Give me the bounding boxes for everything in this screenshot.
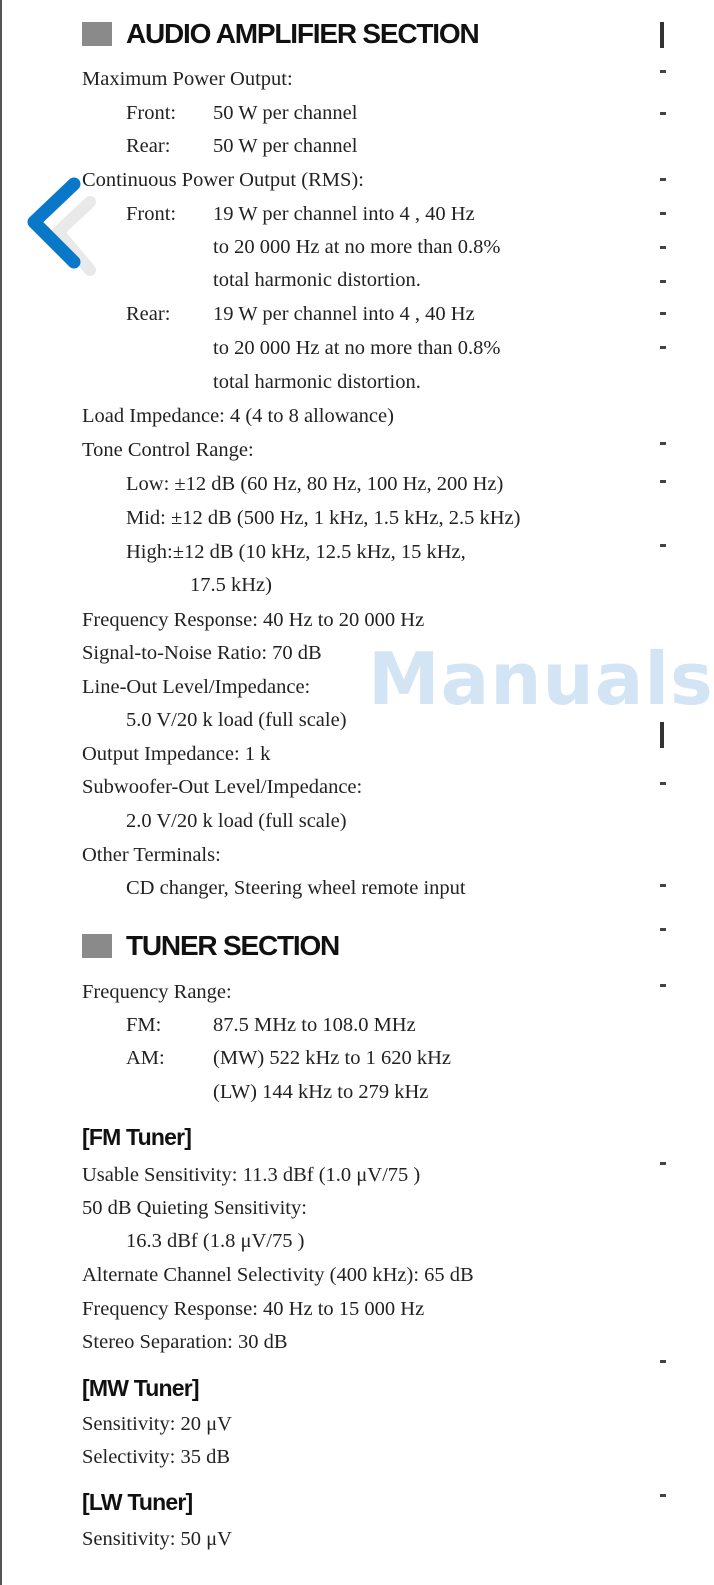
- mw-selectivity: Selectivity: 35 dB: [82, 1446, 231, 1468]
- cont-front-label: Front:: [126, 203, 177, 225]
- lw-sensitivity: Sensitivity: 50 μV: [82, 1528, 232, 1550]
- audio-section-heading: AUDIO AMPLIFIER SECTION: [82, 17, 478, 51]
- lw-tuner-heading: [LW Tuner]: [82, 1489, 193, 1515]
- load-impedance: Load Impedance: 4 (4 to 8 allowance): [82, 405, 394, 427]
- tone-low: Low: ±12 dB (60 Hz, 80 Hz, 100 Hz, 200 Hz): [126, 473, 504, 495]
- usable-sensitivity: Usable Sensitivity: 11.3 dBf (1.0 μV/75 ): [82, 1164, 421, 1186]
- quieting-sensitivity-label: 50 dB Quieting Sensitivity:: [82, 1197, 307, 1219]
- cont-rear-line-2: to 20 000 Hz at no more than 0.8%: [213, 337, 501, 359]
- fm-band-label: FM:: [126, 1014, 162, 1036]
- am-band-label: AM:: [126, 1047, 165, 1069]
- tone-control-label: Tone Control Range:: [82, 439, 254, 461]
- fm-band-range: 87.5 MHz to 108.0 MHz: [213, 1014, 416, 1036]
- mw-sensitivity: Sensitivity: 20 μV: [82, 1413, 232, 1435]
- mw-tuner-heading: [MW Tuner]: [82, 1375, 199, 1401]
- next-page-edge: [660, 0, 669, 1585]
- back-chevron-icon-graphic: [18, 170, 108, 290]
- heading-square-icon: [82, 934, 112, 958]
- next-page-heading-mark: [660, 22, 664, 48]
- max-rear-value: 50 W per channel: [213, 135, 358, 157]
- mw-band-range: (MW) 522 kHz to 1 620 kHz: [213, 1047, 451, 1069]
- back-chevron-icon[interactable]: [18, 170, 108, 290]
- tuner-section-heading: TUNER SECTION: [82, 929, 339, 963]
- quieting-sensitivity-value: 16.3 dBf (1.8 μV/75 ): [126, 1230, 305, 1252]
- tone-high-continued: 17.5 kHz): [190, 574, 272, 596]
- cont-front-line-3: total harmonic distortion.: [213, 269, 421, 291]
- fm-frequency-response: Frequency Response: 40 Hz to 15 000 Hz: [82, 1298, 425, 1320]
- frequency-range-label: Frequency Range:: [82, 981, 232, 1003]
- other-terminals-label: Other Terminals:: [82, 844, 221, 866]
- tone-high: High:±12 dB (10 kHz, 12.5 kHz, 15 kHz,: [126, 541, 466, 563]
- other-terminals-value: CD changer, Steering wheel remote input: [126, 877, 466, 899]
- cont-rear-label: Rear:: [126, 303, 171, 325]
- cont-rear-line-1: 19 W per channel into 4 , 40 Hz: [213, 303, 475, 325]
- subwoofer-out-value: 2.0 V/20 k load (full scale): [126, 810, 347, 832]
- heading-square-icon: [82, 22, 112, 46]
- tone-mid: Mid: ±12 dB (500 Hz, 1 kHz, 1.5 kHz, 2.5 kHz): [126, 507, 521, 529]
- manuals-watermark: Manuals: [368, 637, 714, 721]
- cont-rear-line-3: total harmonic distortion.: [213, 371, 421, 393]
- frequency-response: Frequency Response: 40 Hz to 20 000 Hz: [82, 609, 425, 631]
- cont-front-line-2: to 20 000 Hz at no more than 0.8%: [213, 236, 501, 258]
- stereo-separation: Stereo Separation: 30 dB: [82, 1331, 288, 1353]
- output-impedance: Output Impedance: 1 k: [82, 743, 271, 765]
- line-out-label: Line-Out Level/Impedance:: [82, 676, 311, 698]
- subwoofer-out-label: Subwoofer-Out Level/Impedance:: [82, 776, 363, 798]
- line-out-value: 5.0 V/20 k load (full scale): [126, 709, 347, 731]
- max-power-label: Maximum Power Output:: [82, 68, 293, 90]
- max-front-value: 50 W per channel: [213, 102, 358, 124]
- max-rear-label: Rear:: [126, 135, 171, 157]
- cont-front-line-1: 19 W per channel into 4 , 40 Hz: [213, 203, 475, 225]
- continuous-power-label: Continuous Power Output (RMS):: [82, 169, 364, 191]
- lw-band-range: (LW) 144 kHz to 279 kHz: [213, 1081, 429, 1103]
- fm-tuner-heading: [FM Tuner]: [82, 1124, 192, 1150]
- alternate-channel-selectivity: Alternate Channel Selectivity (400 kHz): 65 dB: [82, 1264, 474, 1286]
- page-left-border: [0, 0, 2, 1585]
- signal-to-noise: Signal-to-Noise Ratio: 70 dB: [82, 642, 322, 664]
- max-front-label: Front:: [126, 102, 177, 124]
